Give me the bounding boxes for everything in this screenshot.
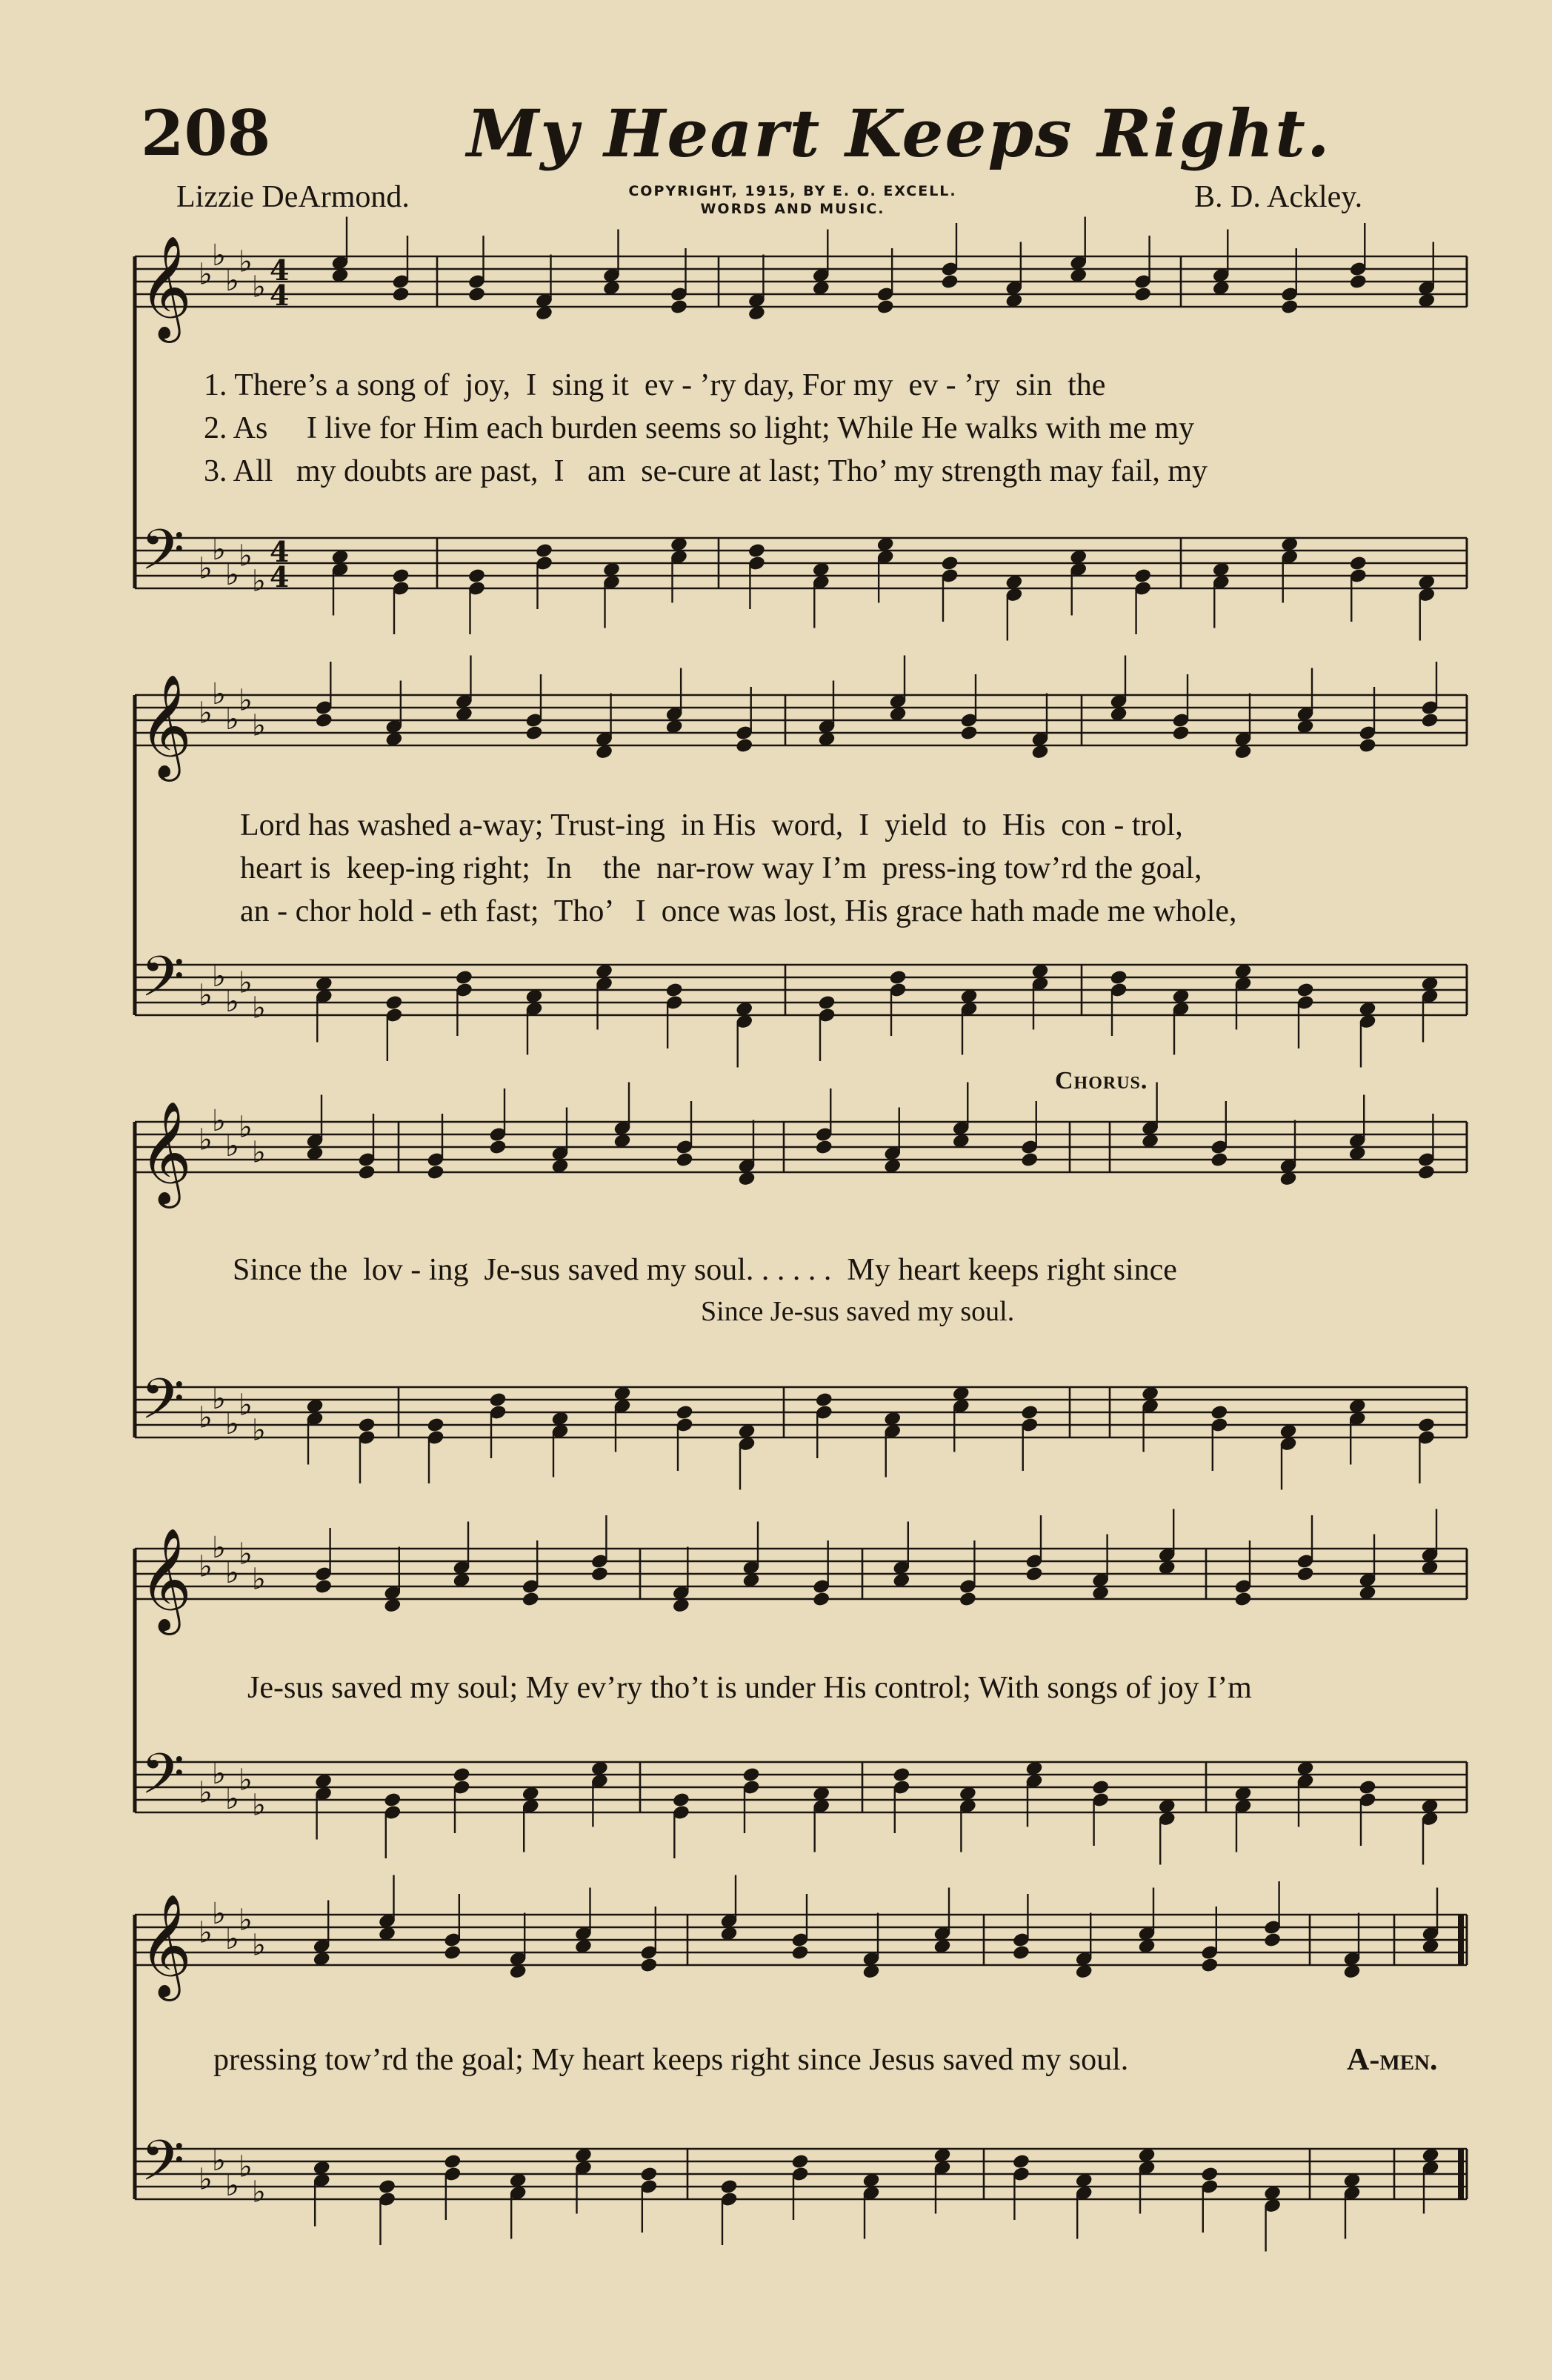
flat-sign-icon: ♭: [252, 1135, 266, 1170]
flat-sign-icon: ♭: [225, 1556, 239, 1590]
note-head: [391, 568, 410, 584]
note-head: [790, 1944, 809, 1961]
note-head: [467, 286, 486, 302]
time-signature-digit: 4: [270, 279, 290, 312]
note-head: [378, 2178, 396, 2195]
note-head: [815, 1139, 833, 1155]
note-head: [1012, 1944, 1030, 1961]
flat-sign-icon: ♭: [199, 257, 213, 292]
flat-sign-icon: ♭: [212, 1104, 226, 1138]
note-head: [1012, 2153, 1030, 2170]
system-3-lyric: Since the lov - ing Je-sus saved my soul. . . . . . My heart keeps right since: [233, 1253, 1177, 1287]
note-head: [1263, 1932, 1282, 1948]
composer-name: B. D. Ackley.: [1194, 180, 1363, 214]
system-5-lyric: pressing tow’rd the goal; My heart keeps right since Jesus saved my soul.: [213, 2043, 1129, 2077]
note-head: [315, 712, 333, 728]
treble-clef-icon: 𝄞: [139, 674, 192, 777]
flat-sign-icon: ♭: [239, 245, 253, 279]
flat-sign-icon: ♭: [199, 696, 213, 731]
flat-sign-icon: ♭: [225, 1129, 239, 1163]
flat-sign-icon: ♭: [252, 2175, 266, 2210]
note-head: [383, 1792, 402, 1808]
note-head: [488, 1139, 507, 1155]
note-head: [1349, 555, 1368, 571]
note-head: [1091, 1779, 1110, 1795]
flat-sign-icon: ♭: [212, 1531, 226, 1565]
flat-sign-icon: ♭: [252, 991, 266, 1026]
time-signature-digit: 4: [270, 253, 290, 287]
note-head: [522, 1591, 540, 1607]
note-head: [940, 555, 959, 571]
flat-sign-icon: ♭: [225, 985, 239, 1019]
system-3-echo-lyric: Since Je-sus saved my soul.: [701, 1296, 1015, 1327]
treble-clef-icon: 𝄞: [139, 236, 192, 339]
flat-sign-icon: ♭: [252, 1788, 266, 1823]
note-head: [959, 725, 978, 741]
note-head: [670, 299, 688, 315]
flat-sign-icon: ♭: [225, 1922, 239, 1956]
note-head: [817, 994, 836, 1011]
flat-sign-icon: ♭: [239, 1903, 253, 1938]
note-head: [357, 1164, 376, 1180]
note-head: [391, 286, 410, 302]
note-head: [892, 1766, 910, 1783]
note-head: [812, 1591, 830, 1607]
flat-sign-icon: ♭: [212, 1757, 226, 1791]
note-head: [888, 969, 907, 985]
verse-2-line-2: heart is keep-ing right; In the nar-row way I’m press-ing tow’rd the goal,: [240, 851, 1202, 885]
note-head: [1020, 1404, 1039, 1420]
note-head: [590, 1566, 609, 1582]
note-head: [719, 2178, 738, 2195]
note-head: [672, 1792, 690, 1808]
flat-sign-icon: ♭: [239, 1763, 253, 1798]
time-signature-digit: 4: [270, 535, 290, 568]
copyright-line: WORDS AND MUSIC.: [700, 201, 885, 217]
flat-sign-icon: ♭: [212, 960, 226, 994]
flat-sign-icon: ♭: [225, 264, 239, 298]
note-head: [639, 2166, 658, 2182]
time-signature-digit: 4: [270, 560, 290, 594]
flat-sign-icon: ♭: [212, 677, 226, 711]
note-head: [452, 1766, 470, 1783]
note-head: [735, 737, 753, 754]
flat-sign-icon: ♭: [212, 1897, 226, 1931]
note-head: [675, 1404, 693, 1420]
flat-sign-icon: ♭: [199, 2162, 213, 2197]
system-4-lyric: Je-sus saved my soul; My ev’ry tho’t is under His control; With songs of joy I’m: [247, 1671, 1252, 1705]
note-head: [1420, 712, 1439, 728]
note-head: [1280, 299, 1299, 315]
note-head: [1417, 1164, 1436, 1180]
bass-clef-icon: 𝄢: [141, 1741, 185, 1821]
flat-sign-icon: ♭: [225, 1782, 239, 1816]
note-head: [314, 1578, 333, 1595]
verse-3-line-2: an - chor hold - eth fast; Tho’ I once was lost, His grace hath made me whole,: [240, 894, 1237, 928]
verse-1-line-2: Lord has washed a-way; Trust-ing in His word, I yield to His con - trol,: [240, 808, 1183, 842]
note-head: [1296, 982, 1314, 998]
flat-sign-icon: ♭: [199, 1915, 213, 1950]
note-head: [959, 1591, 977, 1607]
flat-sign-icon: ♭: [252, 564, 266, 599]
flat-sign-icon: ♭: [199, 978, 213, 1013]
flat-sign-icon: ♭: [225, 558, 239, 592]
verse-3-line-1: 3. All my doubts are past, I am se-cure at last; Tho’ my strength may fail, my: [204, 454, 1208, 488]
note-head: [665, 982, 684, 998]
flat-sign-icon: ♭: [199, 1549, 213, 1584]
flat-sign-icon: ♭: [199, 551, 213, 586]
note-head: [1020, 1151, 1039, 1168]
bass-clef-icon: 𝄢: [141, 944, 185, 1023]
note-head: [1210, 1151, 1228, 1168]
note-head: [443, 1944, 462, 1961]
note-head: [1171, 725, 1190, 741]
flat-sign-icon: ♭: [252, 270, 266, 305]
note-head: [443, 2153, 462, 2170]
note-head: [488, 1392, 507, 1408]
note-head: [1109, 969, 1128, 985]
note-head: [815, 1392, 833, 1408]
note-head: [876, 299, 895, 315]
flat-sign-icon: ♭: [212, 239, 226, 273]
note-head: [1025, 1566, 1043, 1582]
flat-sign-icon: ♭: [212, 2144, 226, 2178]
flat-sign-icon: ♭: [239, 683, 253, 718]
note-head: [1358, 1779, 1376, 1795]
treble-clef-icon: 𝄞: [139, 1894, 192, 1997]
note-head: [1417, 1417, 1436, 1433]
flat-sign-icon: ♭: [212, 533, 226, 567]
hymn-title: My Heart Keeps Right.: [467, 95, 1331, 172]
note-head: [747, 542, 766, 559]
verse-2-line-1: 2. As I live for Him each burden seems so light; While He walks with me my: [204, 411, 1195, 445]
note-head: [426, 1164, 444, 1180]
bass-clef-icon: 𝄢: [141, 1366, 185, 1446]
flat-sign-icon: ♭: [199, 1400, 213, 1435]
amen-label: A-men.: [1347, 2043, 1438, 2077]
flat-sign-icon: ♭: [225, 702, 239, 737]
note-head: [1133, 568, 1152, 584]
flat-sign-icon: ♭: [199, 1123, 213, 1157]
bass-clef-icon: 𝄢: [141, 2128, 185, 2207]
bass-clef-icon: 𝄢: [141, 517, 185, 596]
flat-sign-icon: ♭: [239, 1388, 253, 1423]
flat-sign-icon: ♭: [252, 1562, 266, 1597]
note-head: [467, 568, 486, 584]
hymn-number: 208: [141, 96, 271, 170]
flat-sign-icon: ♭: [239, 2150, 253, 2184]
flat-sign-icon: ♭: [252, 1413, 266, 1448]
flat-sign-icon: ♭: [239, 965, 253, 1000]
treble-clef-icon: 𝄞: [139, 1101, 192, 1204]
note-head: [1296, 1566, 1314, 1582]
note-head: [1358, 737, 1376, 754]
chorus-label: Chorus.: [1055, 1067, 1148, 1094]
treble-clef-icon: 𝄞: [139, 1528, 192, 1631]
verse-1-line-1: 1. There’s a song of joy, I sing it ev - ’ry day, For my ev - ’ry sin the: [204, 368, 1106, 402]
note-head: [357, 1417, 376, 1433]
note-head: [639, 1957, 658, 1973]
note-head: [1210, 1404, 1228, 1420]
note-head: [1200, 1957, 1219, 1973]
flat-sign-icon: ♭: [252, 708, 266, 743]
note-head: [1233, 1591, 1252, 1607]
note-head: [535, 542, 553, 559]
flat-sign-icon: ♭: [225, 2169, 239, 2203]
flat-sign-icon: ♭: [225, 1407, 239, 1441]
note-head: [455, 969, 473, 985]
note-head: [1133, 286, 1152, 302]
copyright-line: COPYRIGHT, 1915, BY E. O. EXCELL.: [628, 183, 957, 199]
note-head: [940, 273, 959, 290]
note-head: [524, 725, 543, 741]
note-head: [1349, 273, 1368, 290]
flat-sign-icon: ♭: [199, 1775, 213, 1810]
note-head: [384, 994, 403, 1011]
flat-sign-icon: ♭: [239, 1110, 253, 1145]
flat-sign-icon: ♭: [239, 539, 253, 574]
note-head: [1200, 2166, 1219, 2182]
note-head: [790, 2153, 809, 2170]
note-head: [426, 1417, 444, 1433]
flat-sign-icon: ♭: [212, 1382, 226, 1416]
flat-sign-icon: ♭: [252, 1928, 266, 1963]
lyricist-name: Lizzie DeArmond.: [176, 180, 410, 214]
note-head: [742, 1766, 760, 1783]
note-head: [675, 1151, 693, 1168]
flat-sign-icon: ♭: [239, 1537, 253, 1572]
